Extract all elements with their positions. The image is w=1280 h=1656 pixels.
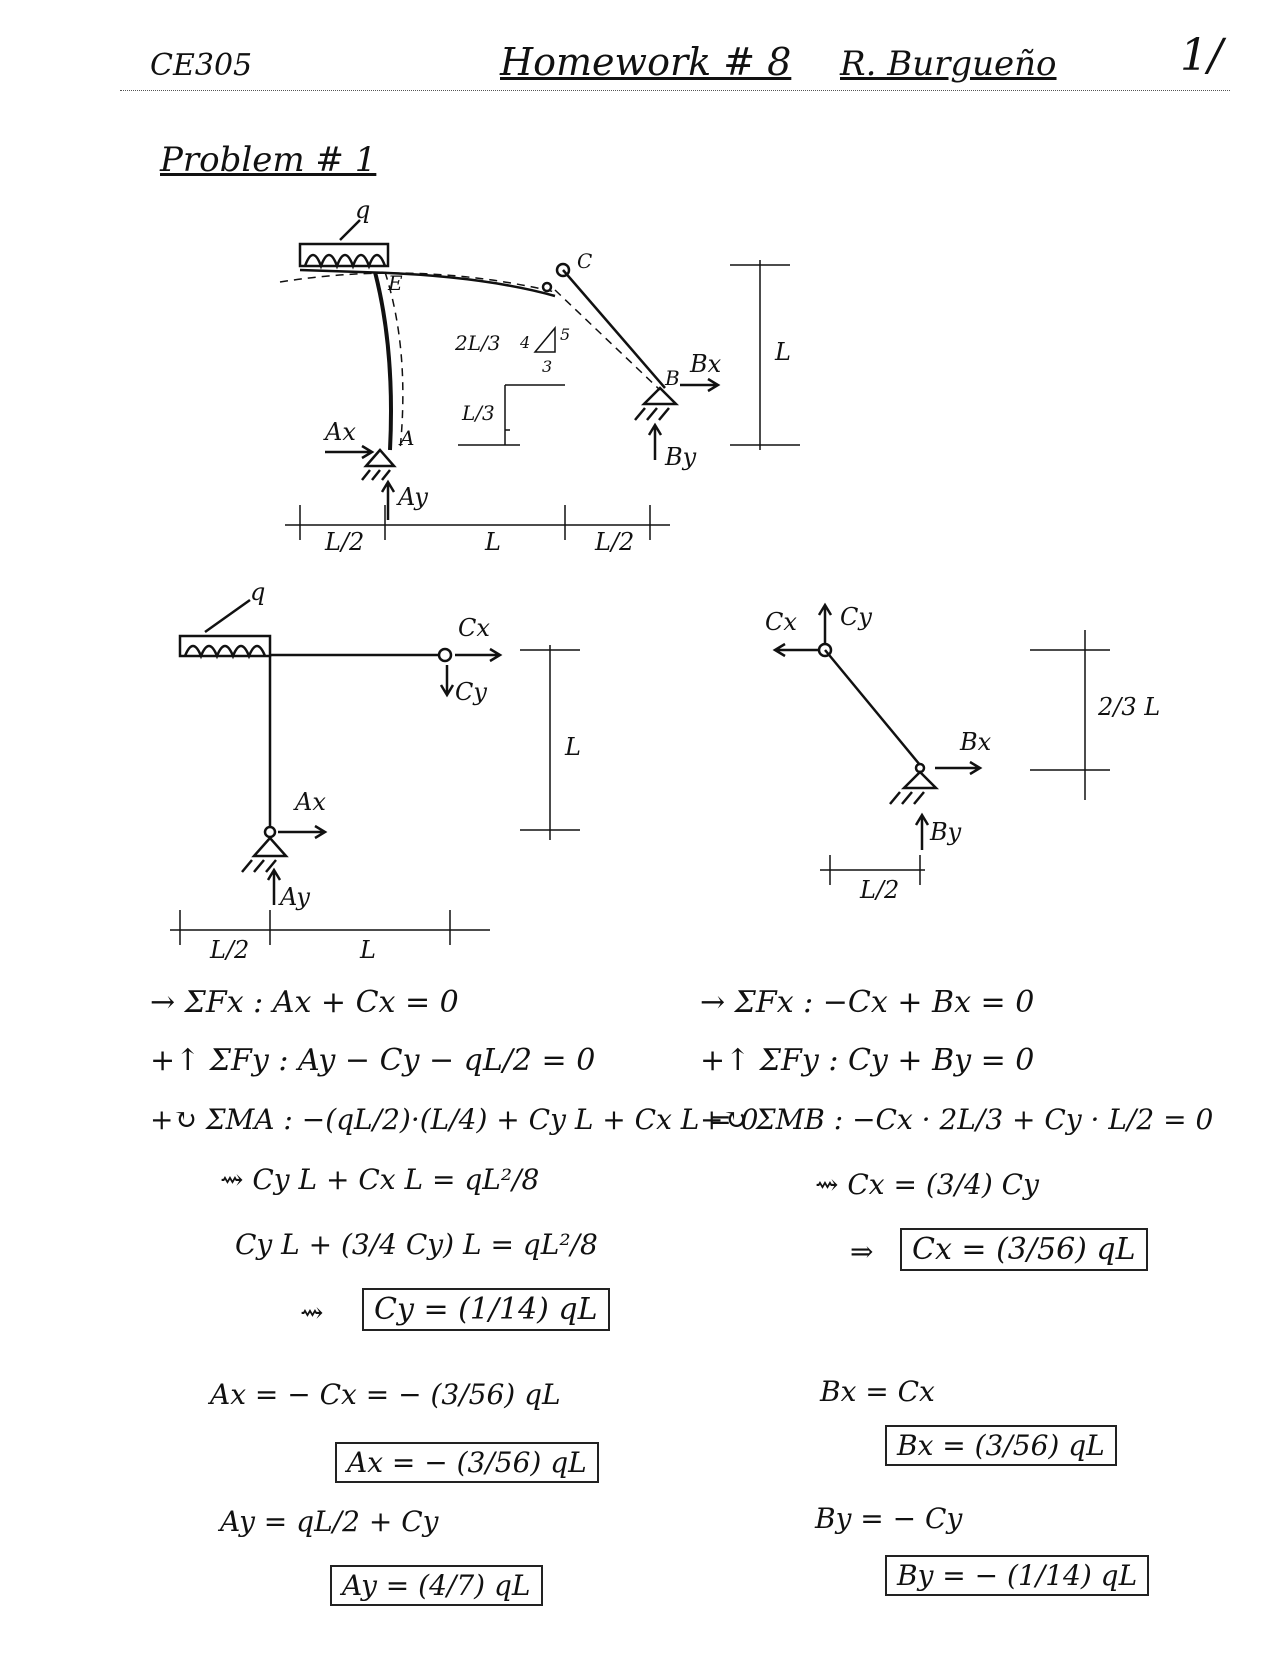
pin-support-b bbox=[644, 388, 676, 404]
result-by: By = − (1/14) qL bbox=[885, 1555, 1149, 1596]
arrow-ay bbox=[382, 482, 394, 520]
arrow-ax bbox=[325, 446, 372, 458]
eq-left-fy: +↑ ΣFy : Ay − Cy − qL/2 = 0 bbox=[150, 1043, 596, 1078]
fbd-left-cx: Cx bbox=[458, 614, 490, 642]
dim-2l3: 2L/3 bbox=[455, 331, 501, 355]
hinge-c bbox=[557, 264, 569, 276]
column-dashed bbox=[385, 272, 403, 450]
eq-right-fx: → ΣFx : −Cx + Bx = 0 bbox=[700, 985, 1035, 1020]
eq-right-arrow: ⇒ bbox=[850, 1235, 874, 1268]
eq-left-arrow: ⇝ bbox=[300, 1296, 324, 1329]
dim-l-main: L bbox=[775, 338, 791, 366]
slope-3: 3 bbox=[542, 357, 553, 376]
slope-triangle bbox=[535, 328, 555, 352]
eq-right-by: By = − Cy bbox=[815, 1502, 963, 1535]
arrow-bx bbox=[680, 379, 718, 391]
fbd-right-dim: 2/3 L bbox=[1098, 693, 1161, 721]
slope-5: 5 bbox=[560, 325, 571, 344]
fbd-left-dim-l: L bbox=[565, 733, 581, 761]
dim-bottom-3: L/2 bbox=[595, 528, 635, 556]
eq-right-bx: Bx = Cx bbox=[820, 1375, 935, 1408]
beam-ec bbox=[300, 270, 555, 296]
label-ax-main: Ax bbox=[325, 418, 356, 446]
author-name: R. Burgueño bbox=[840, 44, 1057, 84]
result-ay: Ay = (4/7) qL bbox=[330, 1565, 543, 1606]
fbd-right-cx: Cx bbox=[765, 608, 797, 636]
eq-left-ax: Ax = − Cx = − (3/56) qL bbox=[210, 1378, 561, 1411]
eq-left-step1: ⇝ Cy L + Cx L = qL²/8 bbox=[220, 1163, 540, 1196]
fbd-left-q: q bbox=[250, 578, 266, 606]
dashed-deflection bbox=[280, 273, 555, 292]
dim-bottom-1: L/2 bbox=[325, 528, 365, 556]
fbd-left-dim-b2: L bbox=[360, 936, 376, 964]
fbd-right-bx: Bx bbox=[960, 728, 992, 756]
fbd-right-dim-b: L/2 bbox=[860, 876, 900, 904]
label-ay-main: Ay bbox=[398, 483, 428, 511]
fbd-left-load bbox=[180, 636, 270, 656]
label-a: A bbox=[400, 426, 415, 450]
fbd-left-ay: Ay bbox=[280, 883, 310, 911]
problem-title: Problem # 1 bbox=[160, 140, 377, 180]
label-c: C bbox=[577, 249, 593, 273]
pin-support-a bbox=[366, 450, 394, 466]
fbd-right-member bbox=[825, 650, 920, 765]
result-ax: Ax = − (3/56) qL bbox=[335, 1442, 599, 1483]
fbd-left-cy: Cy bbox=[455, 678, 487, 706]
eq-left-ma: +↻ ΣMA : −(qL/2)·(L/4) + Cy L + Cx L = 0 bbox=[150, 1103, 759, 1136]
homework-title: Homework # 8 bbox=[500, 40, 792, 84]
column-ea bbox=[375, 272, 391, 450]
label-e: E bbox=[388, 271, 403, 295]
eq-left-step2: Cy L + (3/4 Cy) L = qL²/8 bbox=[235, 1228, 598, 1261]
member-cb bbox=[563, 270, 665, 388]
label-by-main: By bbox=[665, 443, 697, 471]
fbd-left-ax: Ax bbox=[295, 788, 326, 816]
fbd-left-dim-b1: L/2 bbox=[210, 936, 250, 964]
result-bx: Bx = (3/56) qL bbox=[885, 1425, 1117, 1466]
result-cy: Cy = (1/14) qL bbox=[362, 1288, 610, 1331]
header-rule bbox=[120, 90, 1230, 91]
dim-l3: L/3 bbox=[462, 401, 495, 425]
label-b: B bbox=[665, 366, 680, 390]
eq-right-mb: +↻ ΣMB : −Cx · 2L/3 + Cy · L/2 = 0 bbox=[700, 1103, 1214, 1136]
arrow-by bbox=[649, 425, 661, 460]
fbd-right-cy: Cy bbox=[840, 603, 872, 631]
label-bx-main: Bx bbox=[690, 350, 722, 378]
result-cx: Cx = (3/56) qL bbox=[900, 1228, 1148, 1271]
course-code: CE305 bbox=[150, 48, 253, 83]
eq-left-fx: → ΣFx : Ax + Cx = 0 bbox=[150, 985, 459, 1020]
slope-4: 4 bbox=[520, 333, 531, 352]
distributed-load bbox=[300, 244, 388, 266]
label-q-main: q bbox=[355, 196, 371, 224]
fbd-right-by: By bbox=[930, 818, 962, 846]
eq-left-ay: Ay = qL/2 + Cy bbox=[220, 1505, 439, 1538]
page-number: 1/ bbox=[1180, 30, 1223, 81]
dim-bottom-2: L bbox=[485, 528, 501, 556]
eq-right-fy: +↑ ΣFy : Cy + By = 0 bbox=[700, 1043, 1035, 1078]
eq-right-step1: ⇝ Cx = (3/4) Cy bbox=[815, 1168, 1039, 1201]
